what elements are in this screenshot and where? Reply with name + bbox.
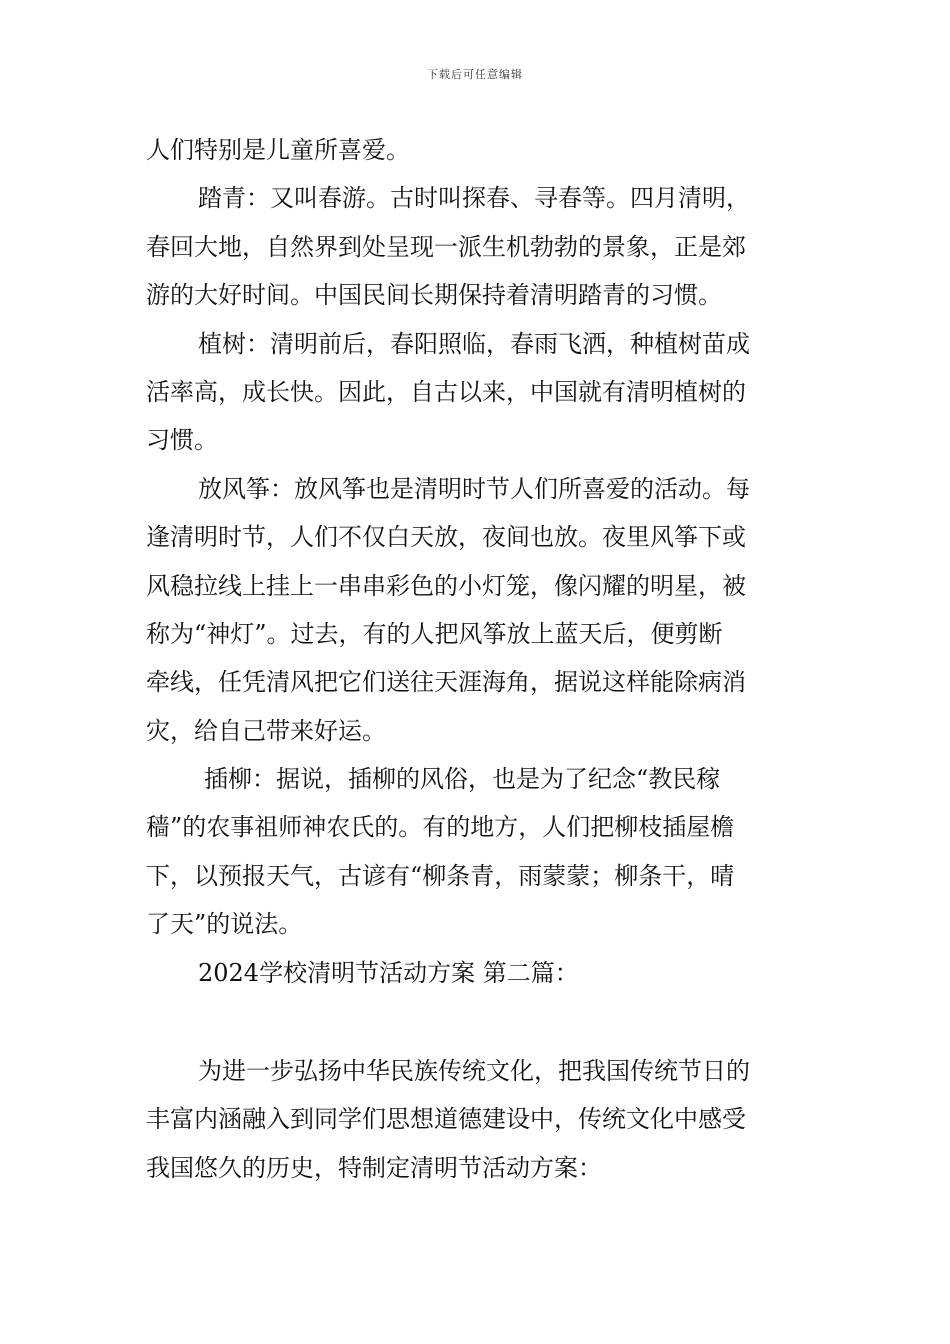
text-line: 我国悠久的历史，特制定清明节活动方案： bbox=[146, 1153, 602, 1182]
text-line: 游的大好时间。中国民间长期保持着清明踏青的习惯。 bbox=[146, 281, 722, 310]
text-line: 丰富内涵融入到同学们思想道德建设中，传统文化中感受 bbox=[146, 1105, 746, 1134]
text-line: 活率高，成长快。因此，自古以来，中国就有清明植树的 bbox=[146, 377, 746, 406]
page-header-note: 下载后可任意编辑 bbox=[427, 68, 523, 81]
text-line: 春回大地，自然界到处呈现一派生机勃勃的景象，正是郊 bbox=[146, 232, 746, 261]
text-line: 习惯。 bbox=[146, 426, 218, 455]
paragraph-taqing: 踏青：又叫春游。古时叫探春、寻春等。四月清明， bbox=[198, 184, 750, 213]
section-heading: 2024学校清明节活动方案 第二篇： bbox=[198, 958, 579, 987]
text-line: 穑”的农事祖师神农氏的。有的地方，人们把柳枝插屋檐 bbox=[146, 813, 735, 842]
text-line: 了天”的说法。 bbox=[146, 910, 303, 939]
paragraph-chaliu: 插柳：据说，插柳的风俗，也是为了纪念“教民稼 bbox=[204, 765, 721, 794]
text-line: 牵线，任凭清风把它们送往天涯海角，据说这样能除病消 bbox=[146, 668, 746, 697]
paragraph-fangfengzheng: 放风筝：放风筝也是清明时节人们所喜爱的活动。每 bbox=[198, 474, 750, 503]
paragraph-zhishu: 植树：清明前后，春阳照临，春雨飞洒，种植树苗成 bbox=[198, 329, 750, 358]
text-line: 逢清明时节，人们不仅白天放，夜间也放。夜里风筝下或 bbox=[146, 523, 746, 552]
text-line: 灾，给自己带来好运。 bbox=[146, 716, 386, 745]
text-line: 称为“神灯”。过去，有的人把风筝放上蓝天后，便剪断 bbox=[146, 619, 723, 648]
blank-line bbox=[146, 997, 808, 1047]
paragraph-intro: 为进一步弘扬中华民族传统文化，把我国传统节日的 bbox=[198, 1057, 750, 1086]
text-line: 人们特别是儿童所喜爱。 bbox=[146, 136, 410, 164]
text-line: 下，以预报天气，古谚有“柳条青，雨蒙蒙；柳条干，晴 bbox=[146, 861, 735, 890]
text-line: 风稳拉线上挂上一串串彩色的小灯笼，像闪耀的明星，被 bbox=[146, 571, 746, 600]
document-body bbox=[146, 126, 808, 1192]
